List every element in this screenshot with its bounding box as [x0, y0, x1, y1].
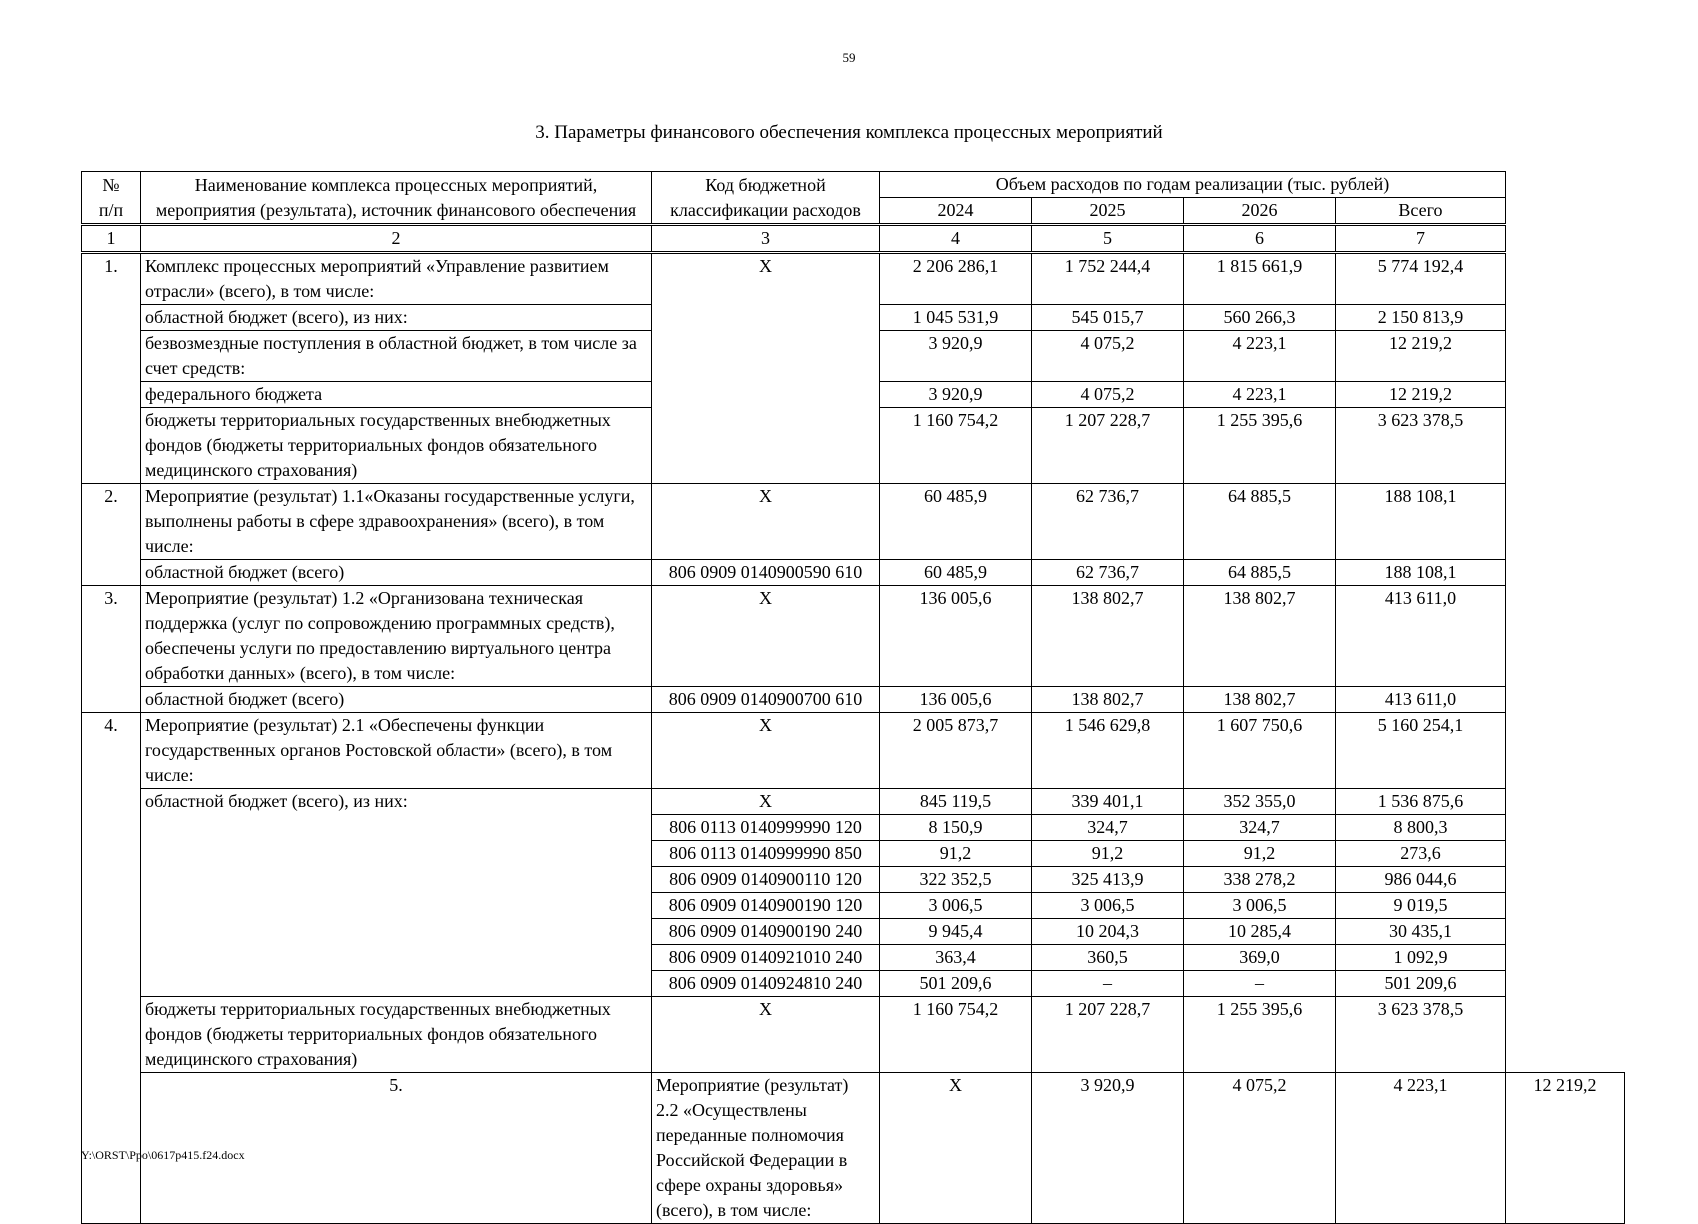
- value-2024: 3 920,9: [1032, 1073, 1184, 1224]
- row-number: 3.: [82, 586, 141, 713]
- value-2024: 136 005,6: [880, 687, 1032, 713]
- column-number: 1: [82, 225, 141, 253]
- value-2025: 4 075,2: [1032, 331, 1184, 382]
- value-total: 188 108,1: [1336, 484, 1506, 560]
- row-code: 806 0909 0140900190 240: [652, 919, 880, 945]
- header-volume: Объем расходов по годам реализации (тыс. рублей): [880, 172, 1506, 198]
- header-code: Код бюджетной классификации расходов: [652, 172, 880, 225]
- row-name: федерального бюджета: [141, 382, 652, 408]
- value-2024: 3 920,9: [880, 382, 1032, 408]
- value-2024: 3 006,5: [880, 893, 1032, 919]
- value-2026: 138 802,7: [1184, 687, 1336, 713]
- column-number: 6: [1184, 225, 1336, 253]
- section-title: 3. Параметры финансового обеспечения комплекса процессных мероприятий: [535, 122, 1163, 143]
- header-number: № п/п: [82, 172, 141, 225]
- table-row: [82, 586, 1625, 687]
- value-2026: 338 278,2: [1184, 867, 1336, 893]
- value-2025: 1 752 244,4: [1032, 253, 1184, 305]
- value-total: 1 092,9: [1336, 945, 1506, 971]
- value-2024: 1 160 754,2: [880, 997, 1032, 1073]
- row-code: 806 0909 0140900110 120: [652, 867, 880, 893]
- row-number: 5.: [141, 1073, 652, 1224]
- row-code: 806 0909 0140900700 610: [652, 687, 880, 713]
- value-2024: 845 119,5: [880, 789, 1032, 815]
- row-code: X: [652, 713, 880, 789]
- column-number: 5: [1032, 225, 1184, 253]
- value-2025: 360,5: [1032, 945, 1184, 971]
- value-2024: 9 945,4: [880, 919, 1032, 945]
- row-code: X: [652, 789, 880, 815]
- value-2024: 8 150,9: [880, 815, 1032, 841]
- value-2026: 1 255 395,6: [1184, 997, 1336, 1073]
- value-2024: 60 485,9: [880, 560, 1032, 586]
- value-2025: 324,7: [1032, 815, 1184, 841]
- value-2026: 4 223,1: [1336, 1073, 1506, 1224]
- value-2025: 339 401,1: [1032, 789, 1184, 815]
- value-2026: 138 802,7: [1184, 586, 1336, 687]
- value-2025: 138 802,7: [1032, 687, 1184, 713]
- value-2026: 1 815 661,9: [1184, 253, 1336, 305]
- value-total: 413 611,0: [1336, 687, 1506, 713]
- value-total: 2 150 813,9: [1336, 305, 1506, 331]
- value-2026: 1 607 750,6: [1184, 713, 1336, 789]
- table-row: [82, 687, 1625, 713]
- row-name: областной бюджет (всего): [141, 687, 652, 713]
- value-total: 12 219,2: [1506, 1073, 1625, 1224]
- value-2026: 64 885,5: [1184, 560, 1336, 586]
- row-code: 806 0113 0140999990 120: [652, 815, 880, 841]
- column-number: 4: [880, 225, 1032, 253]
- row-name: областной бюджет (всего), из них:: [141, 305, 652, 331]
- value-2025: 545 015,7: [1032, 305, 1184, 331]
- value-total: 413 611,0: [1336, 586, 1506, 687]
- table-row: [82, 560, 1625, 586]
- value-2025: 62 736,7: [1032, 560, 1184, 586]
- value-total: 12 219,2: [1336, 331, 1506, 382]
- value-2026: 369,0: [1184, 945, 1336, 971]
- row-code: 806 0909 0140924810 240: [652, 971, 880, 997]
- column-number: 2: [141, 225, 652, 253]
- row-name: безвозмездные поступления в областной бюджет, в том числе за счет средств:: [141, 331, 652, 382]
- value-2026: 3 006,5: [1184, 893, 1336, 919]
- row-name: Комплекс процессных мероприятий «Управление развитием отрасли» (всего), в том числе:: [141, 253, 652, 305]
- header-year-2024: 2024: [880, 198, 1032, 225]
- value-total: 5 774 192,4: [1336, 253, 1506, 305]
- row-name: Мероприятие (результат) 2.2 «Осуществлены переданные полномочия Российской Федерации в сфере охраны здоровья» (всего), в том числе:: [652, 1073, 880, 1224]
- row-number: 1.: [82, 253, 141, 484]
- value-total: 986 044,6: [1336, 867, 1506, 893]
- value-2024: 136 005,6: [880, 586, 1032, 687]
- row-name: Мероприятие (результат) 1.2 «Организована техническая поддержка (услуг по сопровождению программных средств), обеспечены услуги по предоставлению виртуального центра обработки данных» (всего), в том числе:: [141, 586, 652, 687]
- value-2026: 4 223,1: [1184, 382, 1336, 408]
- row-name: областной бюджет (всего), из них:: [141, 789, 652, 997]
- value-2025: 62 736,7: [1032, 484, 1184, 560]
- value-2024: 2 206 286,1: [880, 253, 1032, 305]
- value-total: 273,6: [1336, 841, 1506, 867]
- value-2026: 324,7: [1184, 815, 1336, 841]
- value-total: 3 623 378,5: [1336, 997, 1506, 1073]
- value-total: 8 800,3: [1336, 815, 1506, 841]
- value-2024: 501 209,6: [880, 971, 1032, 997]
- column-number-row: [82, 225, 1625, 253]
- value-2025: 3 006,5: [1032, 893, 1184, 919]
- value-total: 30 435,1: [1336, 919, 1506, 945]
- value-2025: –: [1032, 971, 1184, 997]
- row-name: бюджеты территориальных государственных внебюджетных фондов (бюджеты территориальных фондов обязательного медицинского страхования): [141, 408, 652, 484]
- row-code: 806 0909 0140900590 610: [652, 560, 880, 586]
- value-2025: 325 413,9: [1032, 867, 1184, 893]
- row-name: Мероприятие (результат) 2.1 «Обеспечены функции государственных органов Ростовской области» (всего), в том числе:: [141, 713, 652, 789]
- row-code: X: [652, 253, 880, 484]
- value-2024: 3 920,9: [880, 331, 1032, 382]
- table-row: [82, 253, 1625, 305]
- row-name: бюджеты территориальных государственных внебюджетных фондов (бюджеты территориальных фондов обязательного медицинского страхования): [141, 997, 652, 1073]
- value-total: 1 536 875,6: [1336, 789, 1506, 815]
- row-code: X: [652, 586, 880, 687]
- row-code: X: [652, 484, 880, 560]
- table-row: [82, 997, 1625, 1073]
- value-2025: 1 546 629,8: [1032, 713, 1184, 789]
- row-code: X: [652, 997, 880, 1073]
- value-2026: 91,2: [1184, 841, 1336, 867]
- row-code: X: [880, 1073, 1032, 1224]
- value-total: 188 108,1: [1336, 560, 1506, 586]
- file-path-footer: Y:\ORST\Ppo\0617p415.f24.docx: [81, 1148, 245, 1162]
- value-2025: 1 207 228,7: [1032, 408, 1184, 484]
- row-name: областной бюджет (всего): [141, 560, 652, 586]
- table-row: [82, 789, 1625, 815]
- value-2026: 352 355,0: [1184, 789, 1336, 815]
- column-number: 3: [652, 225, 880, 253]
- page-number: 59: [842, 50, 856, 65]
- table-row: [82, 713, 1625, 789]
- value-2025: 4 075,2: [1032, 382, 1184, 408]
- row-number: 4.: [82, 713, 141, 1224]
- financing-table: [81, 171, 1625, 1224]
- value-2025: 1 207 228,7: [1032, 997, 1184, 1073]
- header-year-2025: 2025: [1032, 198, 1184, 225]
- value-2024: 91,2: [880, 841, 1032, 867]
- value-2024: 2 005 873,7: [880, 713, 1032, 789]
- header-row-1: [82, 172, 1625, 198]
- value-2026: 4 223,1: [1184, 331, 1336, 382]
- value-2025: 10 204,3: [1032, 919, 1184, 945]
- value-total: 5 160 254,1: [1336, 713, 1506, 789]
- row-number: 2.: [82, 484, 141, 586]
- row-name: Мероприятие (результат) 1.1«Оказаны государственные услуги, выполнены работы в сфере здравоохранения» (всего), в том числе:: [141, 484, 652, 560]
- value-2024: 322 352,5: [880, 867, 1032, 893]
- value-2026: –: [1184, 971, 1336, 997]
- header-name: Наименование комплекса процессных мероприятий, мероприятия (результата), источник финансового обеспечения: [141, 172, 652, 225]
- row-code: 806 0909 0140921010 240: [652, 945, 880, 971]
- value-2025: 4 075,2: [1184, 1073, 1336, 1224]
- value-2024: 1 045 531,9: [880, 305, 1032, 331]
- value-2024: 1 160 754,2: [880, 408, 1032, 484]
- value-total: 9 019,5: [1336, 893, 1506, 919]
- value-total: 12 219,2: [1336, 382, 1506, 408]
- value-total: 3 623 378,5: [1336, 408, 1506, 484]
- value-2026: 1 255 395,6: [1184, 408, 1336, 484]
- value-2025: 138 802,7: [1032, 586, 1184, 687]
- table-row: [82, 1073, 1625, 1224]
- value-2026: 560 266,3: [1184, 305, 1336, 331]
- value-2026: 64 885,5: [1184, 484, 1336, 560]
- row-code: 806 0113 0140999990 850: [652, 841, 880, 867]
- value-2024: 363,4: [880, 945, 1032, 971]
- value-2026: 10 285,4: [1184, 919, 1336, 945]
- row-code: 806 0909 0140900190 120: [652, 893, 880, 919]
- column-number: 7: [1336, 225, 1506, 253]
- header-total: Всего: [1336, 198, 1506, 225]
- value-total: 501 209,6: [1336, 971, 1506, 997]
- value-2025: 91,2: [1032, 841, 1184, 867]
- table-row: [82, 484, 1625, 560]
- header-year-2026: 2026: [1184, 198, 1336, 225]
- value-2024: 60 485,9: [880, 484, 1032, 560]
